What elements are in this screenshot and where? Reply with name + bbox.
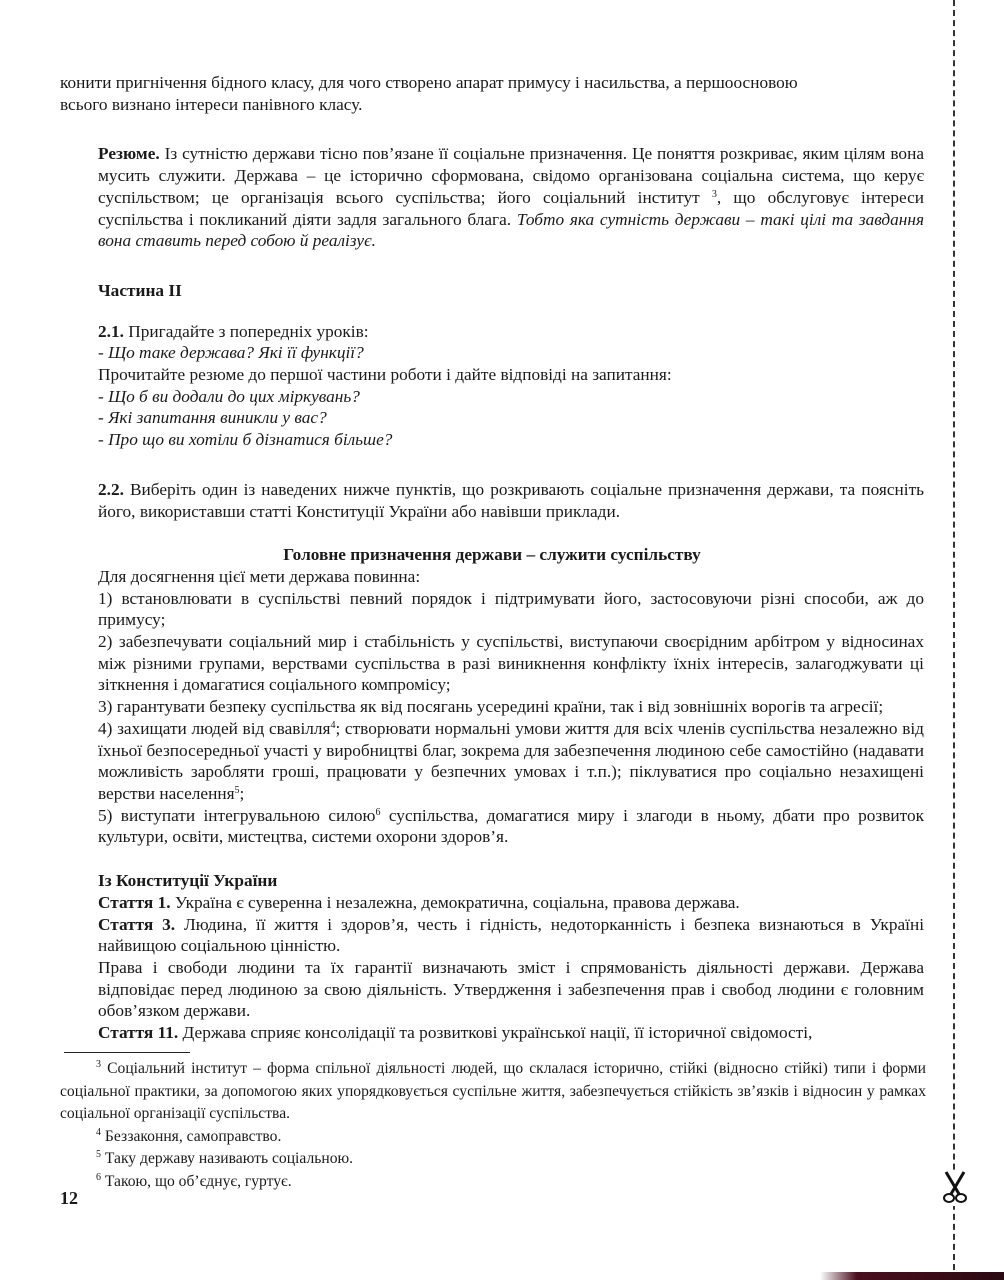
intro-line-1: конити пригнічення бідного класу, для чого створено апарат примусу і насильства, а першоосновою	[60, 73, 798, 92]
purpose-item-2: 2) забезпечувати соціальний мир і стабільність у суспільстві, виступаючи своєрідним арбітром у відносинах між різними групами, верствами суспільства в разі виникнення конфлікту їхніх інтересів, залагоджувати ці зіткнення і домагатися соціального компромісу;	[98, 632, 924, 695]
footnote-ref-4: 4	[330, 719, 336, 731]
footnote-number: 4	[96, 1126, 101, 1138]
article-text: Держава сприяє консолідації та розвиткові української нації, її історичної свідомості,	[178, 1023, 813, 1043]
article-11	[98, 1022, 924, 1044]
resume-text-after: , що обслуговує інтереси суспільства і покликаний діяти задля загального блага.	[98, 187, 924, 229]
footnote-number: 6	[96, 1171, 101, 1183]
footnote-number: 5	[96, 1149, 101, 1160]
footnote-text: Соціальний інститут – форма спільної діяльності людей, що склалася історично, стійкі (відносно стійкі) типи і форми соціальної практики, за допомогою яких упорядковується суспільне життя, забезпечується стійкість зв’язків і відносин у рамках соціальної організації суспільства.	[60, 1060, 926, 1122]
intro-paragraph	[60, 72, 924, 115]
resume-label: Резюме.	[98, 144, 160, 164]
purpose-item-5	[98, 805, 924, 848]
item-5-part-a: 5) виступати інтегрувальною силою	[98, 805, 376, 825]
article-label: Стаття 3.	[98, 914, 176, 934]
purpose-list	[60, 566, 924, 848]
task-2-2-number: 2.2.	[98, 479, 124, 499]
article-label: Стаття 11.	[98, 1023, 179, 1043]
resume-text: Із сутністю держави тісно пов’язане її соціальне призначення. Це поняття розкриває, яким цілям вона мусить служити. Держава – це історично сформована, свідомо організована соціальна система, що керує суспільством; це організація всього суспільства; його соціальний інститут	[98, 144, 924, 207]
purpose-item-4	[98, 718, 924, 805]
scissors-icon	[940, 1170, 970, 1206]
footnote-ref-3: 3	[711, 188, 717, 200]
item-4-part-a: 4) захищати людей від свавілля	[98, 718, 331, 738]
dashed-cut-line	[953, 0, 955, 1270]
page-number: 12	[60, 1188, 78, 1208]
article-1	[98, 892, 924, 914]
task-2-1-intro: Пригадайте з попередніх уроків:	[123, 321, 369, 341]
task-2-1-question: - Що таке держава? Які її функції?	[98, 343, 364, 363]
task-2-1-instruction: Прочитайте резюме до першої частини роботи і дайте відповіді на запитання:	[98, 365, 672, 385]
item-4-part-b: ; створювати нормальні умови життя для всіх членів суспільства незалежно від їхньої безпосередньої участі у виробництві благ, зокрема для забезпечення людиною себе самостійно (надавати можливість заробляти гроші, працювати у безпечних умовах і т.п.); піклуватися про соціально незахищені верстви населення	[98, 718, 924, 803]
page-body	[60, 72, 924, 1044]
task-2-2	[60, 479, 924, 522]
question-item: - Які запитання виникли у вас?	[98, 408, 327, 428]
footnote-5	[60, 1148, 926, 1171]
article-3-continued	[98, 957, 924, 1022]
task-2-1-number: 2.1.	[98, 321, 124, 341]
footnote-3	[60, 1058, 926, 1126]
page-edge-shadow	[820, 1272, 1004, 1280]
constitution-section	[60, 870, 924, 1044]
footnote-4	[60, 1126, 926, 1149]
article-text: Україна є суверенна і незалежна, демократична, соціальна, правова держава.	[170, 892, 740, 912]
resume-italic: Тобто яка сутність держави – такі цілі та завдання вона ставить перед собою й реалізує.	[98, 209, 924, 251]
item-5-part-b: суспільства, домагатися миру і злагоди в ньому, дбати про розвиток культури, освіти, мистецтва, системи охорони здоров’я.	[98, 805, 924, 847]
article-text: Людина, її життя і здоров’я, честь і гідність, недоторканність і безпека визнаються в Україні найвищою соціальною цінністю.	[98, 914, 924, 956]
question-item: - Про що ви хотіли б дізнатися більше?	[98, 430, 393, 450]
resume-paragraph	[60, 143, 924, 252]
purpose-item-3: 3) гарантувати безпеку суспільства як від посягань усередині країни, так і від зовнішніх ворогів та агресії;	[98, 697, 884, 717]
footnote-6	[60, 1171, 926, 1194]
item-4-part-c: ;	[239, 783, 245, 803]
intro-line-2: всього визнано інтереси панівного класу.	[60, 94, 363, 114]
footnote-divider	[64, 1052, 190, 1053]
footnote-text: Таку державу називають соціальною.	[101, 1150, 354, 1167]
purpose-intro: Для досягнення цієї мети держава повинна:	[98, 566, 421, 586]
footnote-text: Беззаконня, самоправство.	[101, 1127, 282, 1145]
article-3	[98, 914, 924, 957]
article-label: Стаття 1.	[98, 892, 171, 912]
article-text: Права і свободи людини та їх гарантії визначають зміст і спрямованість діяльності держави. Держава відповідає перед людиною за свою діяльність. Утвердження і забезпечення прав і свобод людини є головним обов’язком держави.	[98, 957, 924, 1021]
section-heading: Головне призначення держави – служити суспільству	[283, 545, 701, 565]
task-2-1	[60, 321, 924, 451]
constitution-heading: Із Конституції України	[98, 871, 278, 891]
footnote-ref-6: 6	[375, 806, 381, 818]
question-item: - Що б ви додали до цих міркувань?	[98, 386, 360, 406]
footnote-number: 3	[96, 1059, 101, 1070]
footnotes	[60, 1058, 926, 1193]
footnote-ref-5: 5	[234, 784, 240, 796]
task-2-2-text: Виберіть один із наведених нижче пунктів, що розкривають соціальне призначення держави, та поясніть його, використавши статті Конституції України або навівши приклади.	[98, 479, 924, 521]
part-title: Частина II	[98, 280, 182, 300]
purpose-item-1: 1) встановлювати в суспільстві певний порядок і підтримувати його, застосовуючи різні способи, аж до примусу;	[98, 588, 924, 630]
footnote-text: Такою, що об’єднує, гуртує.	[101, 1172, 292, 1190]
